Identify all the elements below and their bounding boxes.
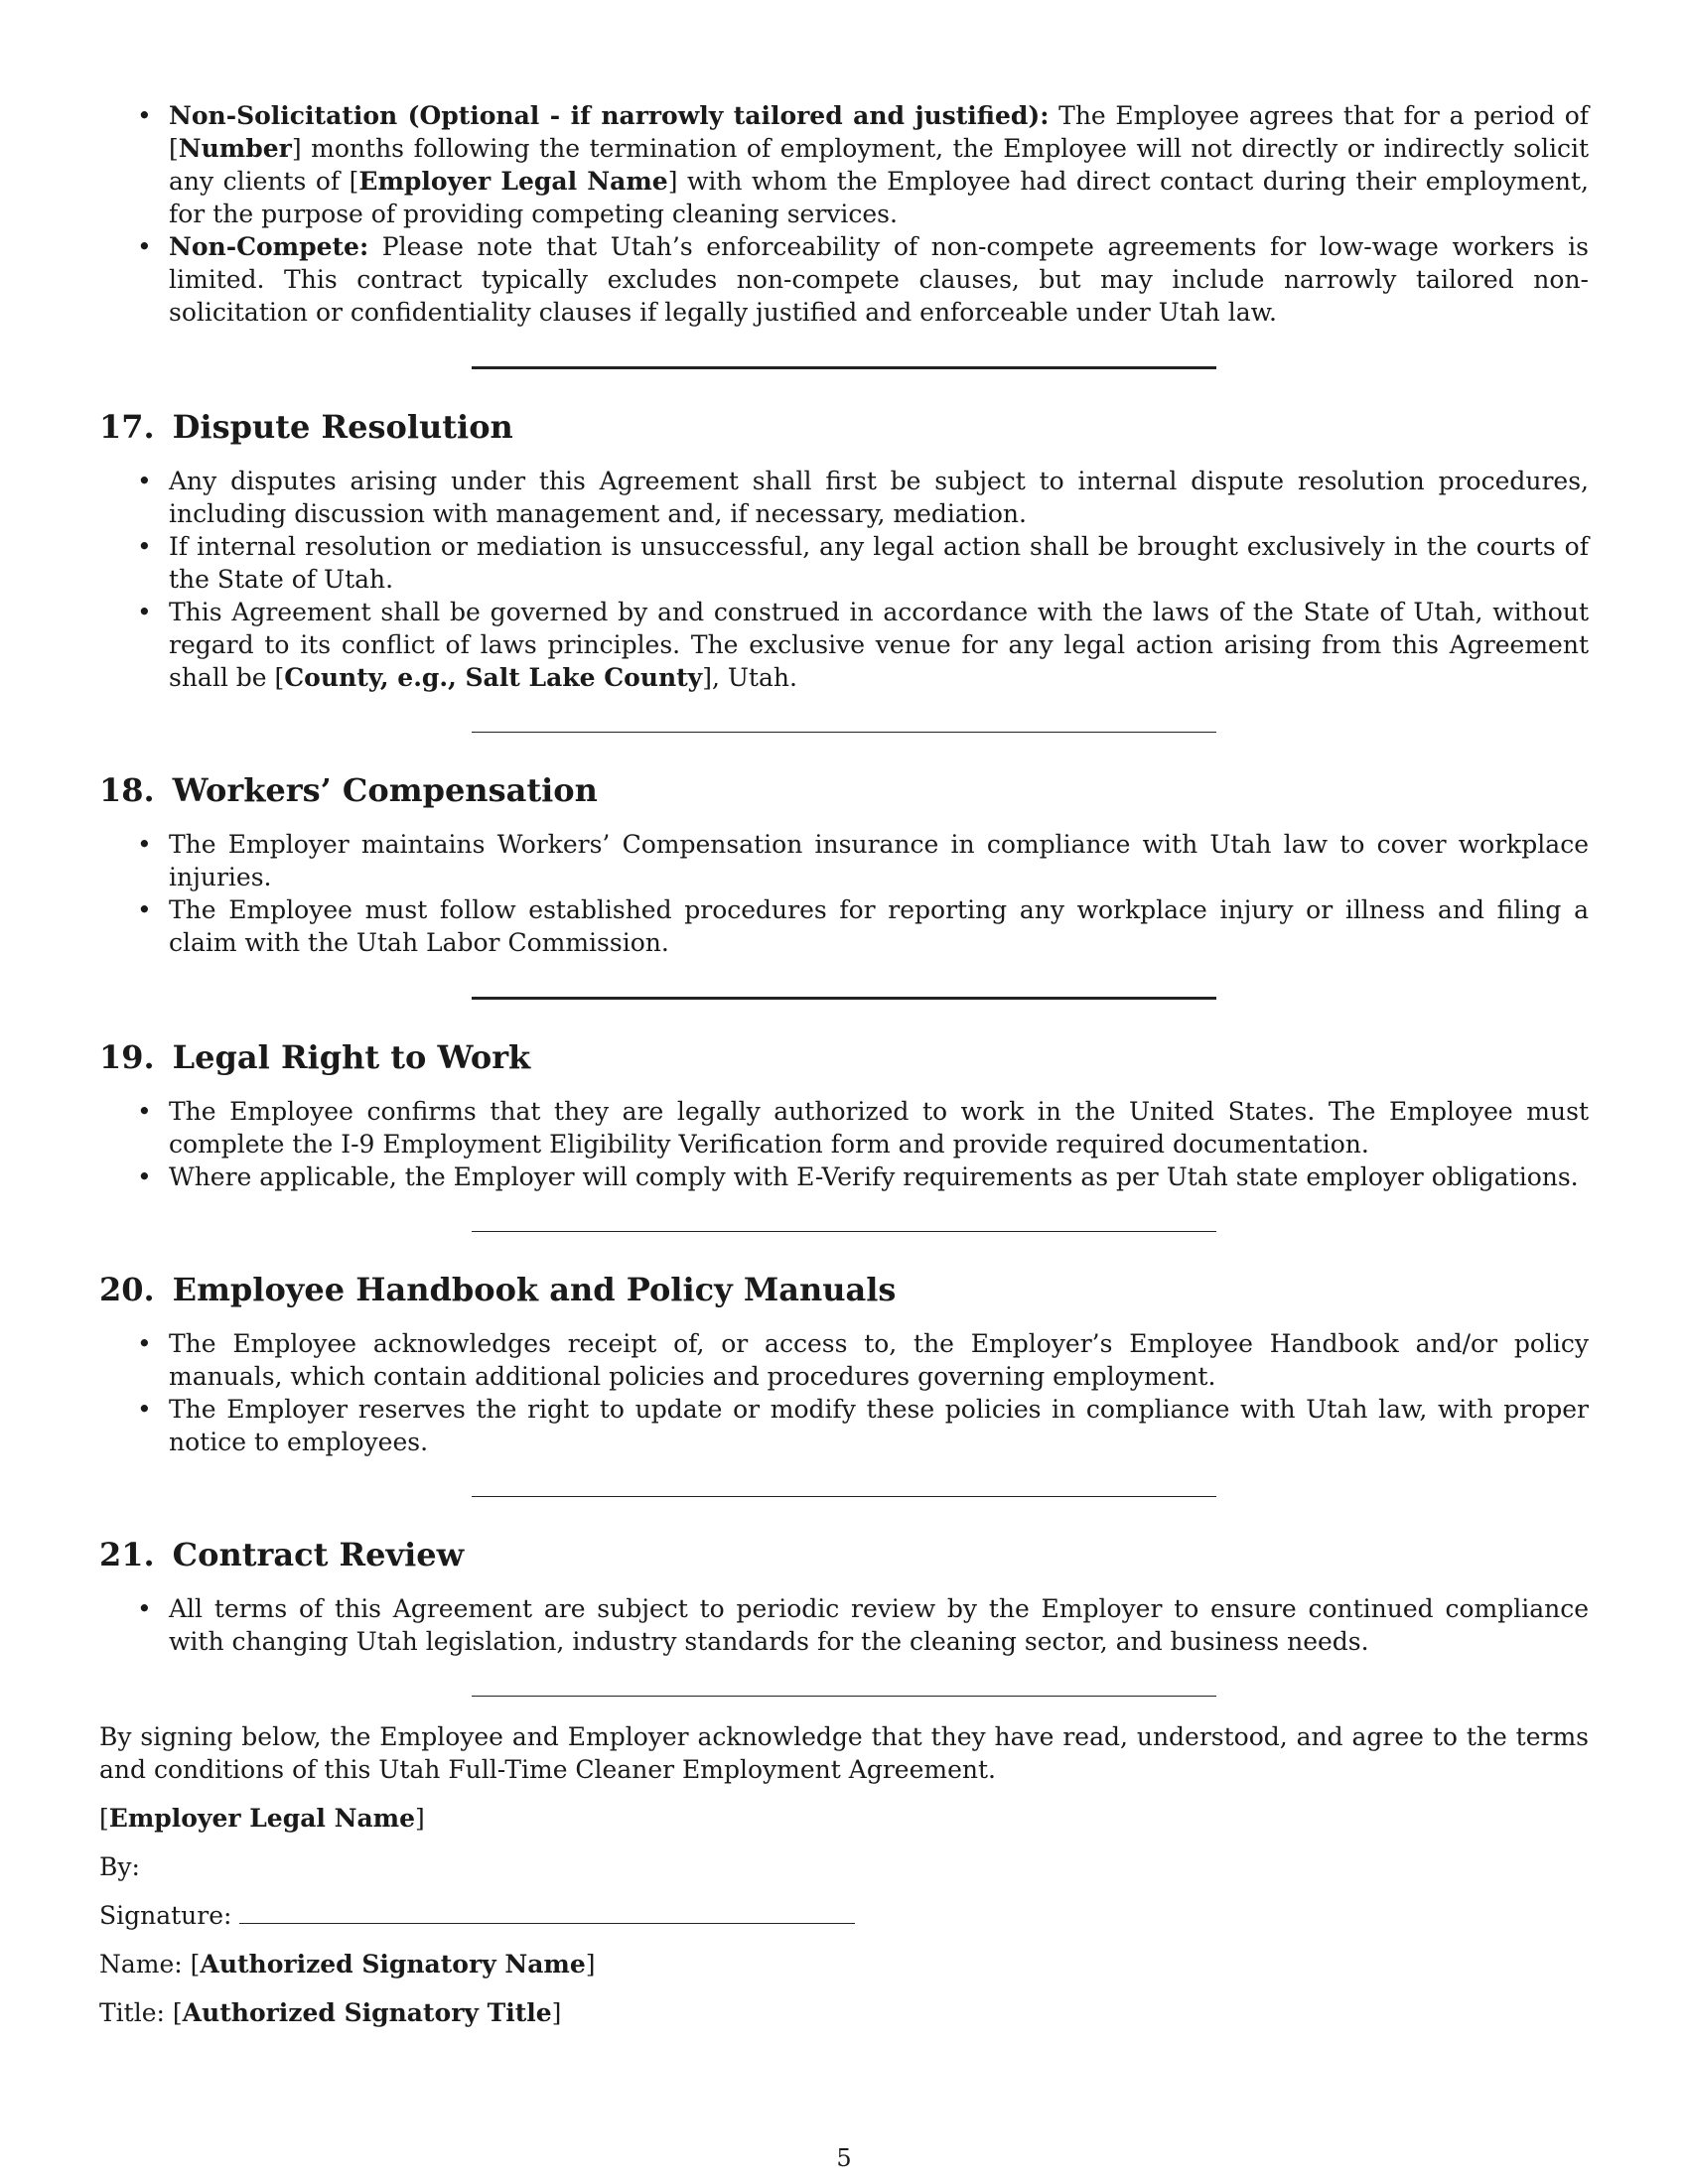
section-17-list — [99, 465, 1589, 694]
non-compete-item: • Non-Compete: Please note that Utah’s enforceability of non-compete agreements for low-wage workers is limited. This contract typically excludes non-compete clauses, but may include narrowly tailored non-solicitation or confidentiality clauses if legally justified and enforceable under Utah law. — [169, 230, 1589, 329]
section-21-heading: 21. Contract Review — [99, 1536, 465, 1573]
list-item: • Any disputes arising under this Agreement shall first be subject to internal dispute resolution procedures, including discussion with management and, if necessary, mediation. — [169, 465, 1589, 530]
signature-line: Signature: — [99, 1899, 1589, 1932]
section-21-list — [99, 1592, 1589, 1658]
employer-name-placeholder: Employer Legal Name — [358, 167, 668, 196]
list-item: • The Employer reserves the right to update or modify these policies in compliance with Utah law, with proper notice to employees. — [169, 1393, 1589, 1458]
page-number: 5 — [836, 2144, 852, 2172]
intro-bullet-list — [99, 99, 1589, 329]
section-17-heading: 17. Dispute Resolution — [99, 408, 513, 446]
closing-paragraph: By signing below, the Employee and Employer acknowledge that they have read, understood, and agree to the terms and conditions of this Utah Full-Time Cleaner Employment Agreement. — [99, 1722, 1589, 1784]
number-placeholder: Number — [178, 134, 292, 163]
section-18-heading: 18. Workers’ Compensation — [99, 771, 598, 809]
list-item: • This Agreement shall be governed by and construed in accordance with the laws of the State of Utah, without regard to its conflict of laws principles. The exclusive venue for any legal action arising from this Agreement shall be [County, e.g., Salt Lake County], Utah. — [169, 596, 1589, 694]
list-item: • The Employee must follow established procedures for reporting any workplace injury or illness and filing a claim with the Utah Labor Commission. — [169, 893, 1589, 959]
section-20-heading: 20. Employee Handbook and Policy Manuals — [99, 1271, 897, 1308]
section-divider — [472, 1231, 1216, 1232]
section-divider — [472, 997, 1216, 1000]
section-19-heading: 19. Legal Right to Work — [99, 1038, 531, 1076]
non-solicitation-term: Non-Solicitation (Optional - if narrowly tailored and justified): — [169, 101, 1050, 130]
list-item: • If internal resolution or mediation is unsuccessful, any legal action shall be brought exclusively in the courts of the State of Utah. — [169, 530, 1589, 596]
section-divider — [472, 366, 1216, 369]
section-19-list — [99, 1095, 1589, 1193]
section-divider — [472, 1496, 1216, 1497]
list-item: • The Employee confirms that they are legally authorized to work in the United States. The Employee must complete the I-9 Employment Eligibility Verification form and provide required documentation. — [169, 1095, 1589, 1160]
section-divider — [472, 732, 1216, 733]
signatory-title-line: Title: [Authorized Signatory Title] — [99, 1998, 562, 2027]
section-divider — [472, 1696, 1216, 1697]
section-18-list — [99, 828, 1589, 959]
by-line: By: — [99, 1852, 140, 1881]
signature-field[interactable] — [239, 1901, 855, 1924]
list-item: • The Employee acknowledges receipt of, or access to, the Employer’s Employee Handbook and/or policy manuals, which contain additional policies and procedures governing employment. — [169, 1327, 1589, 1393]
non-solicitation-item: • Non-Solicitation (Optional - if narrowly tailored and justified): The Employee agrees that for a period of [Number] months following the termination of employment, the Employee will not directly or indirectly solicit any clients of [Employer Legal Name] with whom the Employee had direct contact during their employment, for the purpose of providing competing cleaning services. — [169, 99, 1589, 230]
list-item: • The Employer maintains Workers’ Compensation insurance in compliance with Utah law to cover workplace injuries. — [169, 828, 1589, 893]
list-item: • All terms of this Agreement are subject to periodic review by the Employer to ensure continued compliance with changing Utah legislation, industry standards for the cleaning sector, and business needs. — [169, 1592, 1589, 1658]
non-compete-term: Non-Compete: — [169, 232, 369, 261]
list-item: • Where applicable, the Employer will comply with E-Verify requirements as per Utah state employer obligations. — [169, 1160, 1589, 1193]
county-placeholder: County, e.g., Salt Lake County — [284, 663, 703, 692]
section-20-list — [99, 1327, 1589, 1458]
employer-name-line: [Employer Legal Name] — [99, 1804, 425, 1833]
signatory-name-line: Name: [Authorized Signatory Name] — [99, 1950, 596, 1979]
document-page — [99, 99, 1589, 2029]
